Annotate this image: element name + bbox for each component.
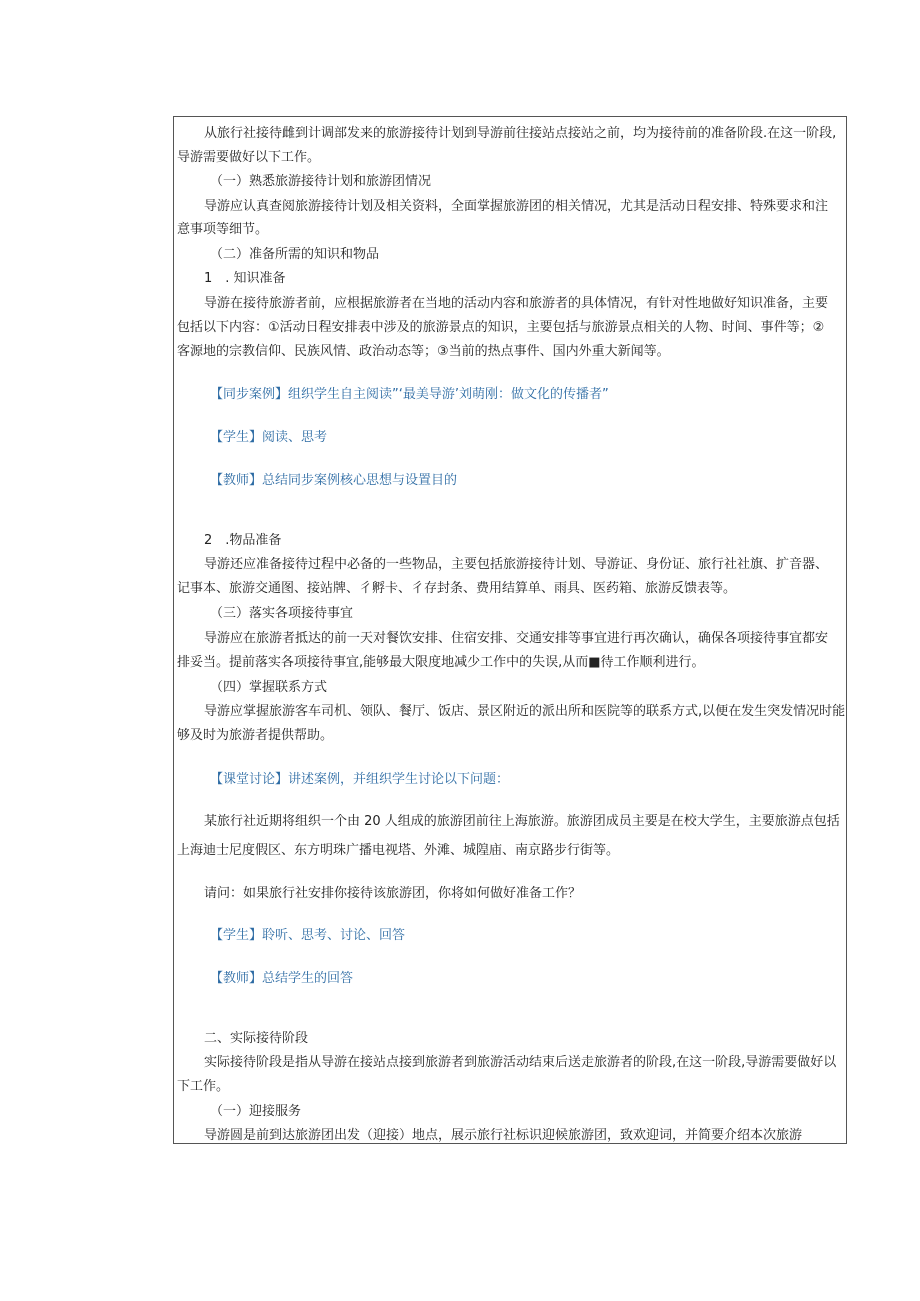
- student-note: 【学生】阅读、思考: [210, 430, 328, 445]
- student-note: 【学生】聆听、思考、讨论、回答: [210, 928, 406, 943]
- paragraph-line: 导游需要做好以下工作。: [177, 150, 321, 165]
- paragraph-line: 客源地的宗教信仰、民族风情、政治动态等；③当前的热点事件、国内外重大新闻等。: [177, 344, 670, 359]
- section-heading: （一）熟悉旅游接待计划和旅游团情况: [210, 174, 432, 189]
- paragraph-line: 意事项等细节。: [177, 222, 269, 237]
- paragraph-line: 导游应认真查阅旅游接待计划及相关资料，全面掌握旅游团的相关情况，尤其是活动日程安排、特殊要求和注: [204, 199, 829, 214]
- subsection-heading: 2 .物品准备: [204, 533, 282, 548]
- discussion-note: 【课堂讨论】讲述案例，并组织学生讨论以下问题：: [210, 772, 510, 787]
- section-heading: （一）迎接服务: [210, 1104, 302, 1119]
- paragraph-line: 记事本、旅游交通图、接站牌、彳孵卡、彳存封条、费用结算单、雨具、医药箱、旅游反馈表等。: [177, 581, 737, 596]
- sync-case-note: 【同步案例】组织学生自主阅读”‘最美导游’刘萌刚：做文化的传播者”: [210, 387, 609, 402]
- paragraph-line: 导游应在旅游者抵达的前一天对餐饮安排、住宿安排、交通安排等事宜进行再次确认，确保各项接待事宜都安: [204, 631, 829, 646]
- paragraph-line: 导游圆是前到达旅游团出发（迎接）地点，展示旅行社标识迎候旅游团，致欢迎词，并简要介绍本次旅游: [204, 1128, 803, 1143]
- paragraph-line: 上海迪士尼度假区、东方明珠广播电视塔、外滩、城隍庙、南京路步行街等。: [177, 843, 620, 858]
- paragraph-line: 实际接待阶段是指从导游在接站点接到旅游者到旅游活动结束后送走旅游者的阶段,在这一阶段,导游需要做好以: [204, 1055, 837, 1070]
- paragraph-line: 包括以下内容：①活动日程安排表中涉及的旅游景点的知识，主要包括与旅游景点相关的人物、时间、事件等；②: [177, 320, 825, 335]
- paragraph-line: 导游应掌握旅游客车司机、领队、餐厅、饭店、景区附近的派出所和医院等的联系方式,以便在发生突发情况时能: [204, 704, 846, 719]
- paragraph-line: 导游还应准备接待过程中必备的一些物品，主要包括旅游接待计划、导游证、身份证、旅行社社旗、扩音器、: [204, 557, 829, 572]
- section-heading: （三）落实各项接待事宜: [210, 606, 354, 621]
- teacher-note: 【教师】总结学生的回答: [210, 971, 354, 986]
- paragraph-line: 下工作。: [177, 1079, 230, 1094]
- part-heading: 二、实际接待阶段: [204, 1031, 309, 1046]
- subsection-heading: 1 . 知识准备: [204, 271, 286, 286]
- paragraph-line: 从旅行社接待雌到计调部发来的旅游接待计划到导游前往接站点接站之前，均为接待前的准备阶段.在这一阶段,: [204, 126, 837, 141]
- paragraph-line: 某旅行社近期将组织一个由 20 人组成的旅游团前往上海旅游。旅游团成员主要是在校大学生，主要旅游点包括: [204, 814, 840, 829]
- teacher-note: 【教师】总结同步案例核心思想与设置目的: [210, 473, 458, 488]
- paragraph-line: 导游在接待旅游者前，应根据旅游者在当地的活动内容和旅游者的具体情况，有针对性地做好知识准备，主要: [204, 296, 829, 311]
- section-heading: （二）准备所需的知识和物品: [210, 247, 380, 262]
- section-heading: （四）掌握联系方式: [210, 680, 328, 695]
- paragraph-line: 够及时为旅游者提供帮助。: [177, 728, 334, 743]
- paragraph-line: 排妥当。提前落实各项接待事宜,能够最大限度地减少工作中的失误,从而■待工作顺利进行。: [177, 655, 705, 670]
- question-line: 请问：如果旅行社安排你接待该旅游团，你将如何做好准备工作？: [204, 886, 582, 901]
